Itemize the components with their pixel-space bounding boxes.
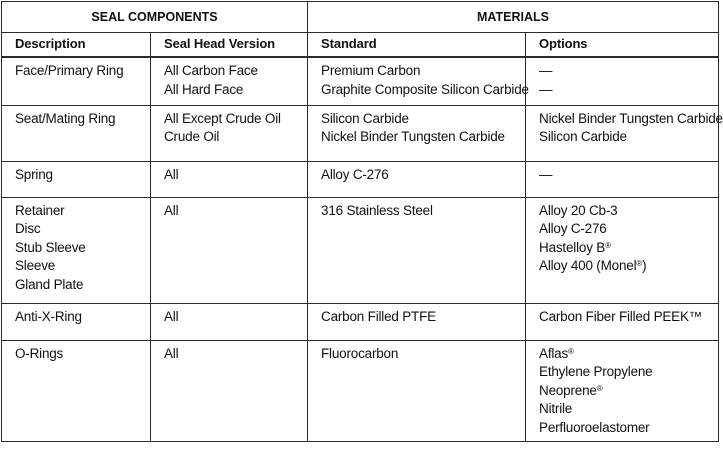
standard-cell <box>308 303 526 340</box>
options-cell <box>526 303 719 340</box>
seal-materials-table <box>1 1 723 442</box>
standard-cell <box>308 105 526 161</box>
description-cell <box>2 303 151 340</box>
version-cell <box>151 340 308 441</box>
options-cell <box>526 340 719 441</box>
options-cell <box>526 197 719 303</box>
version-line: All Carbon Face <box>164 63 258 78</box>
options-line: — <box>539 166 553 182</box>
description-line: Sleeve <box>15 258 56 273</box>
version-cell <box>151 57 308 105</box>
description-line: Stub Sleeve <box>15 239 86 255</box>
description-line: Face/Primary Ring <box>15 63 124 78</box>
table-row <box>2 340 719 441</box>
options-line: Perfluoroelastomer <box>539 419 650 435</box>
column-header-description: Description <box>2 33 151 58</box>
version-line: All <box>164 202 179 218</box>
description-line: O-Rings <box>15 345 64 361</box>
options-text: Hastelloy B <box>539 239 606 255</box>
version-line: All <box>164 345 179 361</box>
standard-cell <box>308 57 529 105</box>
description-line: Spring <box>15 166 53 182</box>
version-line: Crude Oil <box>164 129 220 144</box>
options-line: Alloy C-276 <box>539 221 607 236</box>
standard-line: Premium Carbon <box>321 63 421 78</box>
registered-mark: ® <box>596 383 603 393</box>
group-header-materials: MATERIALS <box>308 2 719 33</box>
description-line: Retainer <box>15 202 65 218</box>
version-cell <box>151 303 308 340</box>
description-cell <box>2 57 151 105</box>
group-header-row <box>2 2 719 33</box>
table-row <box>2 105 719 161</box>
description-line: Disc <box>15 221 41 236</box>
options-line <box>539 382 718 401</box>
options-line: — <box>539 81 553 97</box>
options-line <box>539 239 718 258</box>
options-text: Alloy 400 (Monel <box>539 258 637 273</box>
options-line: Nitrile <box>539 401 573 416</box>
standard-line: Fluorocarbon <box>321 345 399 361</box>
column-header-row <box>2 33 719 58</box>
options-cell <box>526 57 719 105</box>
standard-line: Carbon Filled PTFE <box>321 308 436 324</box>
standard-line: 316 Stainless Steel <box>321 202 433 218</box>
column-header-standard: Standard <box>308 33 526 58</box>
description-cell <box>2 340 151 441</box>
table-row <box>2 303 719 340</box>
options-text: Neoprene <box>539 382 597 398</box>
registered-mark: ® <box>568 346 574 356</box>
options-line: Silicon Carbide <box>539 129 627 144</box>
standard-line: Alloy C-276 <box>321 166 389 182</box>
table-row <box>2 197 719 303</box>
options-text: Aflas <box>539 345 569 361</box>
description-cell <box>2 197 151 303</box>
standard-cell <box>308 340 526 441</box>
version-line: All <box>164 166 179 182</box>
column-header-seal-head-version: Seal Head Version <box>151 33 308 58</box>
version-cell <box>151 197 308 303</box>
version-cell <box>151 105 308 161</box>
standard-line: Graphite Composite Silicon Carbide <box>321 81 529 97</box>
standard-line: Nickel Binder Tungsten Carbide <box>321 129 505 144</box>
version-cell <box>151 161 308 197</box>
column-header-options: Options <box>526 33 719 58</box>
description-line: Gland Plate <box>15 276 84 292</box>
standard-cell <box>308 161 526 197</box>
options-line <box>539 257 718 276</box>
options-cell <box>526 161 719 197</box>
table-row <box>2 161 719 197</box>
standard-cell <box>308 197 526 303</box>
options-line <box>539 345 718 364</box>
registered-mark: ® <box>636 259 643 268</box>
description-line: Seat/Mating Ring <box>15 110 116 126</box>
description-line: Anti-X-Ring <box>15 308 82 324</box>
description-cell <box>2 105 151 161</box>
options-cell <box>526 105 723 161</box>
options-line: Alloy 20 Cb-3 <box>539 202 618 218</box>
group-header-seal-components: SEAL COMPONENTS <box>2 2 308 33</box>
version-line: All Except Crude Oil <box>164 110 281 126</box>
version-line: All <box>164 308 179 324</box>
table-row <box>2 57 719 105</box>
options-line: Nickel Binder Tungsten Carbide <box>539 110 723 126</box>
options-text: ) <box>642 258 647 273</box>
description-cell <box>2 161 151 197</box>
options-line: Carbon Fiber Filled PEEK™ <box>539 308 703 324</box>
standard-line: Silicon Carbide <box>321 110 409 126</box>
version-line: All Hard Face <box>164 81 244 97</box>
options-line: — <box>539 63 553 78</box>
registered-mark: ® <box>605 240 611 250</box>
options-line: Ethylene Propylene <box>539 364 653 379</box>
